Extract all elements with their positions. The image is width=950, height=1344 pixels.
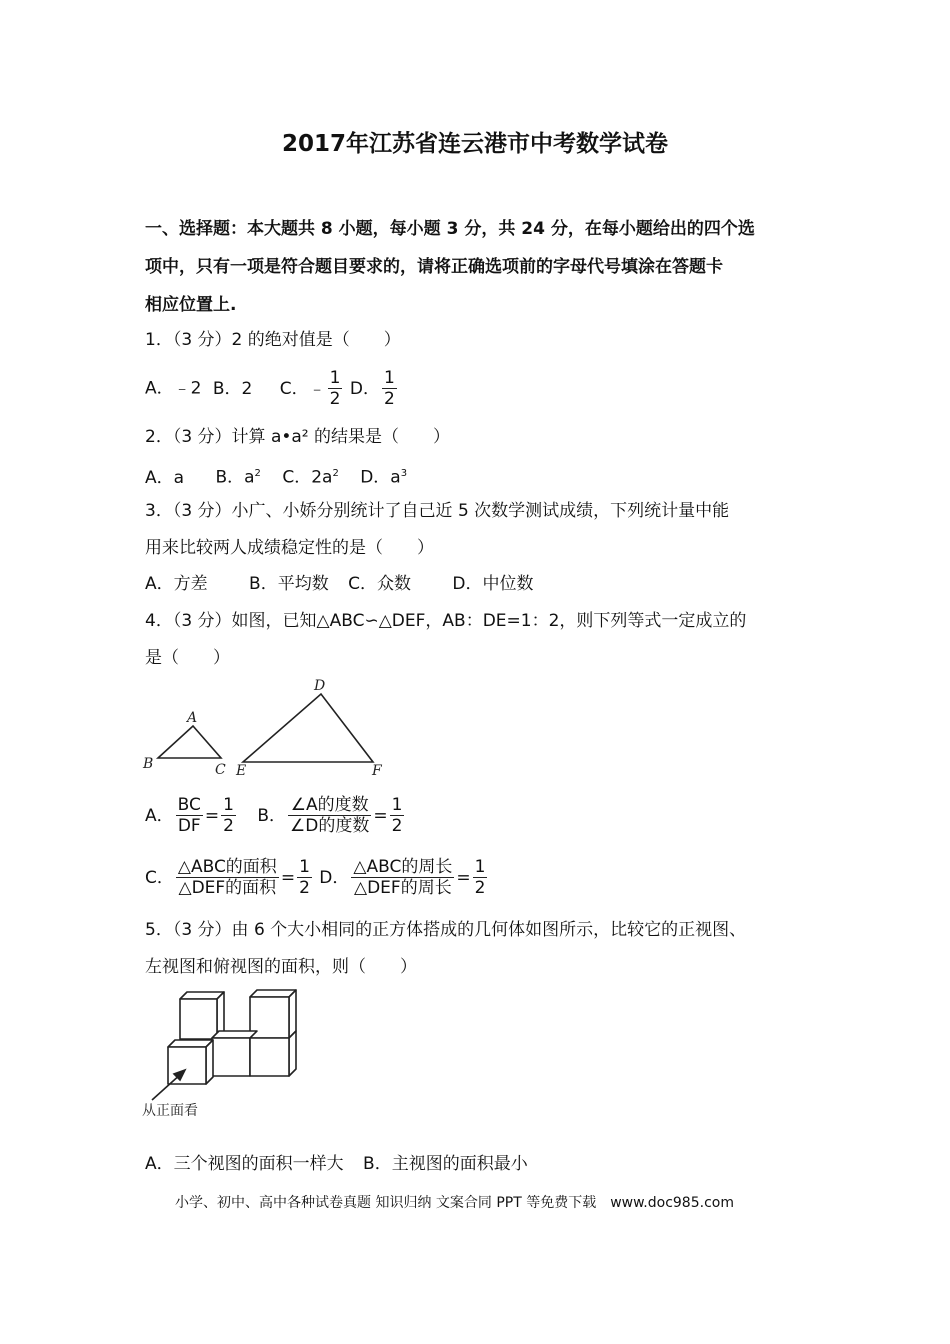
q1-option-d: D． $\frac{1}{2}$	[349, 368, 395, 409]
q1-option-d-fraction: $\frac{1}{2}$	[383, 368, 395, 409]
q4-options-ab	[145, 795, 406, 836]
q1-options	[145, 368, 399, 409]
q2-option-a: A．a	[145, 467, 185, 488]
q2-option-d: D．$a^3$	[360, 467, 408, 488]
cube-front-side	[206, 1040, 213, 1084]
page-footer: 小学、初中、高中各种试卷真题 知识归纳 文案合同 PPT 等免费下载 www.doc985.com	[175, 1195, 734, 1211]
q3-stem-line-1: 3．（3 分）小广、小娇分别统计了自己近 5 次数学测试成绩，下列统计量中能	[145, 501, 730, 521]
cube-middle-front	[212, 1038, 250, 1076]
q3-stem-line-2: 用来比较两人成绩稳定性的是（ ）	[145, 538, 434, 558]
q5-stem-line-2: 左视图和俯视图的面积，则（ ）	[145, 957, 417, 977]
q1-stem: 1．（3 分）2 的绝对值是（ ）	[145, 330, 401, 350]
q2-stem: 2．（3 分）计算 a•a² 的结果是（ ）	[145, 427, 451, 447]
q3-option-a: A．方差	[145, 574, 208, 594]
section-heading-line-2: 项中，只有一项是符合题目要求的，请将正确选项前的字母代号填涂在答题卡	[145, 257, 723, 277]
section-heading-line-3: 相应位置上.	[145, 295, 237, 315]
q1-option-c: C．﹣ $\frac{1}{2}$	[279, 368, 341, 409]
section-heading-line-1: 一、选择题：本大题共 8 小题，每小题 3 分，共 24 分，在每小题给出的四个选	[145, 219, 755, 239]
q2-option-c: C．$2a^2$	[282, 467, 339, 488]
q4-stem-line-1: 4．（3 分）如图，已知△ABC∽△DEF，AB：DE=1：2，则下列等式一定成立的	[145, 611, 747, 631]
q4-option-a: A． $\frac{BC}{DF}$ = $\frac{1}{2}$	[145, 795, 234, 836]
cube-top-left-front	[180, 999, 217, 1039]
q4-stem-line-2: 是（ ）	[145, 648, 230, 668]
q1-option-c-fraction: $\frac{1}{2}$	[329, 368, 341, 409]
q3-option-c: C．众数	[348, 574, 411, 594]
q3-option-d: D．中位数	[452, 574, 534, 594]
q5-option-a: A．三个视图的面积一样大	[145, 1154, 344, 1174]
q2-option-b: B．$a^2$	[215, 467, 261, 488]
cube-front-front	[168, 1047, 206, 1084]
label-c: C	[215, 762, 226, 778]
cube-bottom-right-side	[289, 1031, 296, 1076]
q4-triangles-figure	[140, 675, 390, 785]
q4-option-b: B． $\frac{\text{∠A的度数}}{\text{∠D的度数}}$ = $\frac{1}{2}$	[257, 795, 403, 836]
q1-option-a: A．﹣2	[145, 378, 202, 399]
label-f: F	[372, 763, 382, 779]
q4-option-d: D． $\frac{\text{△ABC的周长}}{\text{△DEF的周长}}$ = $\frac{1}{2}$	[319, 857, 486, 898]
label-b: B	[143, 756, 154, 772]
q5-options	[145, 1152, 528, 1176]
q4-options-cd	[145, 857, 489, 898]
q5-stem-line-1: 5．（3 分）由 6 个大小相同的正方体搭成的几何体如图所示，比较它的正视图、	[145, 920, 747, 940]
cube-middle-top	[212, 1031, 257, 1038]
q5-cubes-figure	[140, 985, 310, 1125]
q3-options	[145, 572, 550, 596]
cube-bottom-right-front	[250, 1038, 289, 1076]
triangle-def	[243, 694, 373, 762]
q1-option-b: B．2	[212, 378, 253, 399]
label-e: E	[236, 763, 247, 779]
label-a: A	[187, 710, 198, 726]
page-title: 2017年江苏省连云港市中考数学试卷	[281, 131, 668, 157]
q5-figure-caption: 从正面看	[142, 1103, 198, 1119]
label-d: D	[314, 678, 326, 694]
q4-option-c: C． $\frac{\text{△ABC的面积}}{\text{△DEF的面积}}$ = $\frac{1}{2}$	[145, 857, 310, 898]
cube-top-right-side	[289, 990, 296, 1038]
q3-option-b: B．平均数	[249, 574, 329, 594]
q2-options	[145, 462, 423, 490]
q5-option-b: B．主视图的面积最小	[363, 1154, 528, 1174]
triangle-abc	[158, 726, 221, 758]
